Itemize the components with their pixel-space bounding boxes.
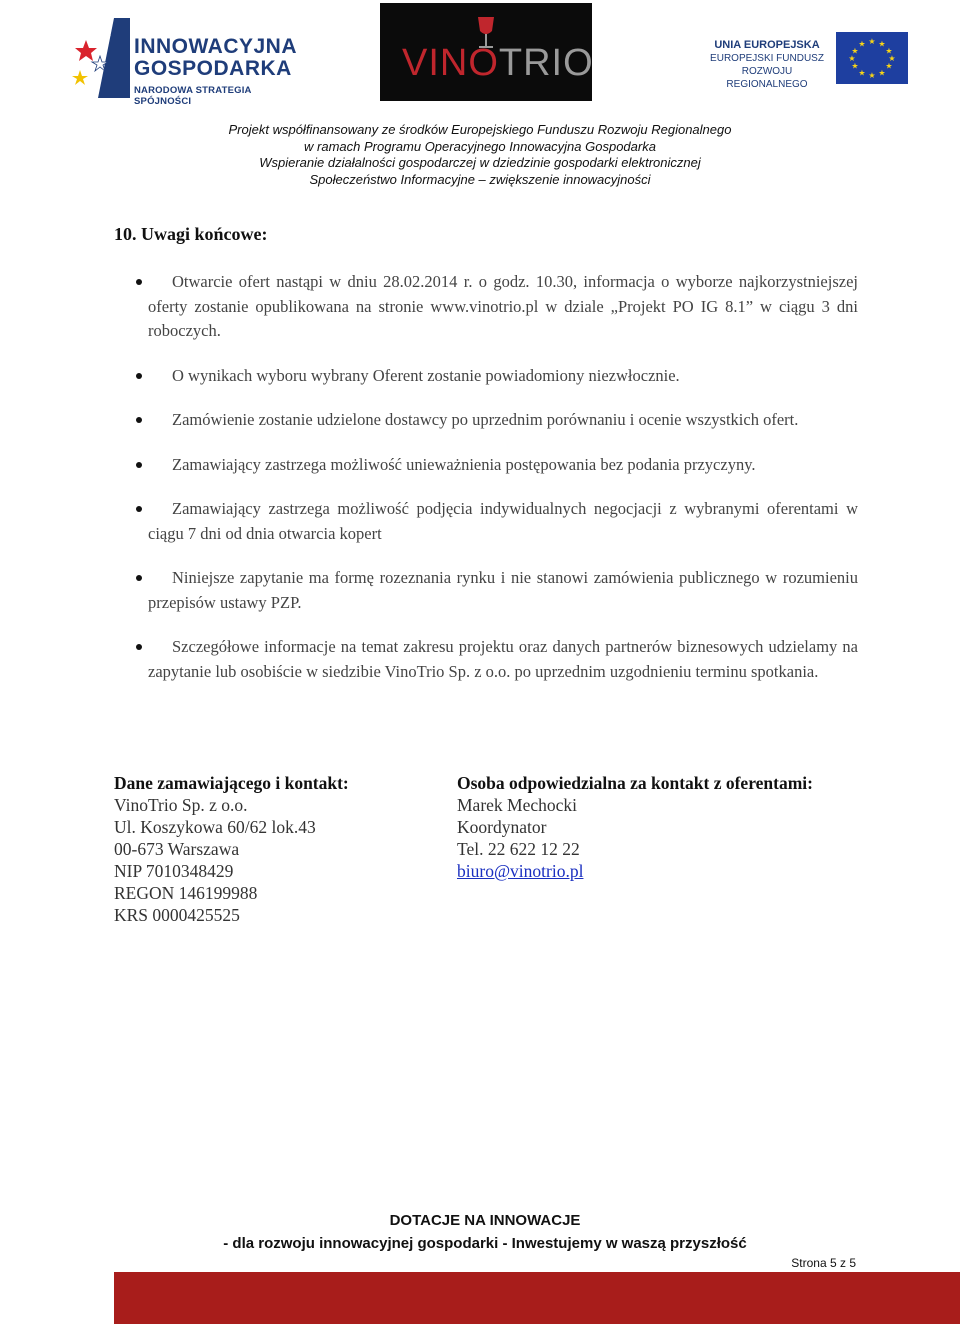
svg-text:★: ★: [888, 54, 896, 63]
svg-text:★: ★: [851, 46, 859, 56]
svg-text:★: ★: [851, 61, 859, 71]
list-item: [148, 270, 858, 344]
list-item-text: Zamawiający zastrzega możliwość unieważnienia postępowania bez podania przyczyny.: [172, 454, 756, 474]
buyer-contact-block: [114, 772, 349, 926]
footer-title: DOTACJE NA INNOWACJE: [389, 1212, 581, 1229]
innowacyjna-gospodarka-logo: [70, 18, 310, 107]
list-item-text: Otwarcie ofert nastąpi w dniu 28.02.2014 r. o godz. 10.30, informacja o wyborze najkorzystniejszej oferty zostanie opublikowana na stronie www.vinotrio.pl w dziale „Projekt PO IG 8.1” w ciągu 3 dni roboczych.: [148, 272, 858, 340]
ig-logo-line1: INNOWACYJNA: [134, 35, 298, 58]
svg-text:★: ★: [858, 68, 866, 78]
buyer-contact-title: Dane zamawiającego i kontakt:: [114, 773, 349, 793]
svg-text:★: ★: [848, 54, 856, 63]
list-item: [148, 364, 858, 389]
eu-logo: [700, 30, 910, 88]
svg-text:★: ★: [878, 39, 886, 49]
eu-logo-line3: ROZWOJU REGIONALNEGO: [726, 66, 808, 90]
contact-email-link[interactable]: biuro@vinotrio.pl: [457, 861, 584, 881]
list-item-text: Niniejsze zapytanie ma formę rozeznania rynku i nie stanowi zamówienia publicznego w rozumieniu przepisów ustawy PZP.: [148, 568, 858, 612]
vinotrio-logo-vino: VINO: [402, 42, 499, 84]
project-note-line3: Wspieranie działalności gospodarczej w dziedzinie gospodarki elektronicznej: [259, 155, 701, 170]
svg-text:★: ★: [858, 39, 866, 49]
ig-logo-line2: GOSPODARKA: [134, 57, 292, 80]
contact-person-block: [457, 772, 813, 882]
svg-text:★: ★: [878, 68, 886, 78]
list-item: [148, 453, 858, 478]
eu-flag-icon: [836, 32, 908, 84]
svg-text:★: ★: [885, 61, 893, 71]
company-nip: NIP 7010348429: [114, 861, 234, 881]
company-city: 00-673 Warszawa: [114, 839, 240, 859]
vinotrio-logo-trio: TRIO: [498, 42, 594, 84]
contact-phone: Tel. 22 622 12 22: [457, 839, 580, 859]
contact-person-role: Koordynator: [457, 817, 547, 837]
project-note-line4: Społeczeństwo Informacyjne – zwiększenie innowacyjności: [309, 171, 651, 187]
ig-logo-line3: NARODOWA STRATEGIA SPÓJNOŚCI: [134, 85, 252, 107]
footer-bar: [114, 1272, 960, 1324]
project-note-line2: w ramach Programu Operacyjnego Innowacyjna Gospodarka: [304, 138, 656, 154]
eu-logo-line1: UNIA EUROPEJSKA: [714, 39, 820, 51]
company-name: VinoTrio Sp. z o.o.: [114, 795, 248, 815]
footer-subtitle: - dla rozwoju innowacyjnej gospodarki - Inwestujemy w waszą przyszłość: [223, 1235, 747, 1252]
list-item-text: Szczegółowe informacje na temat zakresu projektu oraz danych partnerów biznesowych udzielamy na zapytanie lub osobiście w siedzibie VinoTrio Sp. z o.o. po uprzednim uzgodnieniu terminu spotkania.: [148, 637, 858, 681]
company-krs: KRS 0000425525: [114, 905, 240, 925]
final-remarks-list: [148, 270, 858, 704]
list-item-text: Zamawiający zastrzega możliwość podjęcia indywidualnych negocjacji z wybranymi oferentami w ciągu 7 dni od dnia otwarcia kopert: [148, 499, 858, 543]
eu-logo-line2: EUROPEJSKI FUNDUSZ: [710, 53, 824, 64]
contact-person-name: Marek Mechocki: [457, 795, 578, 815]
project-note-line1: Projekt współfinansowany ze środków Europejskiego Funduszu Rozwoju Regionalnego: [228, 122, 732, 137]
list-item-text: Zamówienie zostanie udzielone dostawcy po uprzednim porównaniu i ocenie wszystkich ofert.: [172, 410, 799, 429]
list-item: [148, 635, 858, 684]
list-item: [148, 497, 858, 546]
innowacyjna-gospodarka-emblem-icon: [70, 18, 132, 98]
svg-text:★: ★: [868, 37, 876, 46]
svg-text:★: ★: [885, 46, 893, 56]
project-cofinancing-note: [0, 122, 960, 188]
svg-text:★: ★: [868, 71, 876, 80]
company-regon: REGON 146199988: [114, 883, 258, 903]
eu-stars-icon: [836, 32, 908, 84]
section-title: 10. Uwagi końcowe:: [114, 224, 268, 244]
contact-person-title: Osoba odpowiedzialna za kontakt z oferentami:: [457, 773, 813, 793]
company-street: Ul. Koszykowa 60/62 lok.43: [114, 817, 316, 837]
list-item: [148, 408, 858, 433]
list-item-text: O wynikach wyboru wybrany Oferent zostanie powiadomiony niezwłocznie.: [172, 365, 680, 385]
list-item: [148, 566, 858, 615]
page-number: Strona 5 z 5: [791, 1256, 856, 1270]
vinotrio-logo: [380, 3, 592, 101]
